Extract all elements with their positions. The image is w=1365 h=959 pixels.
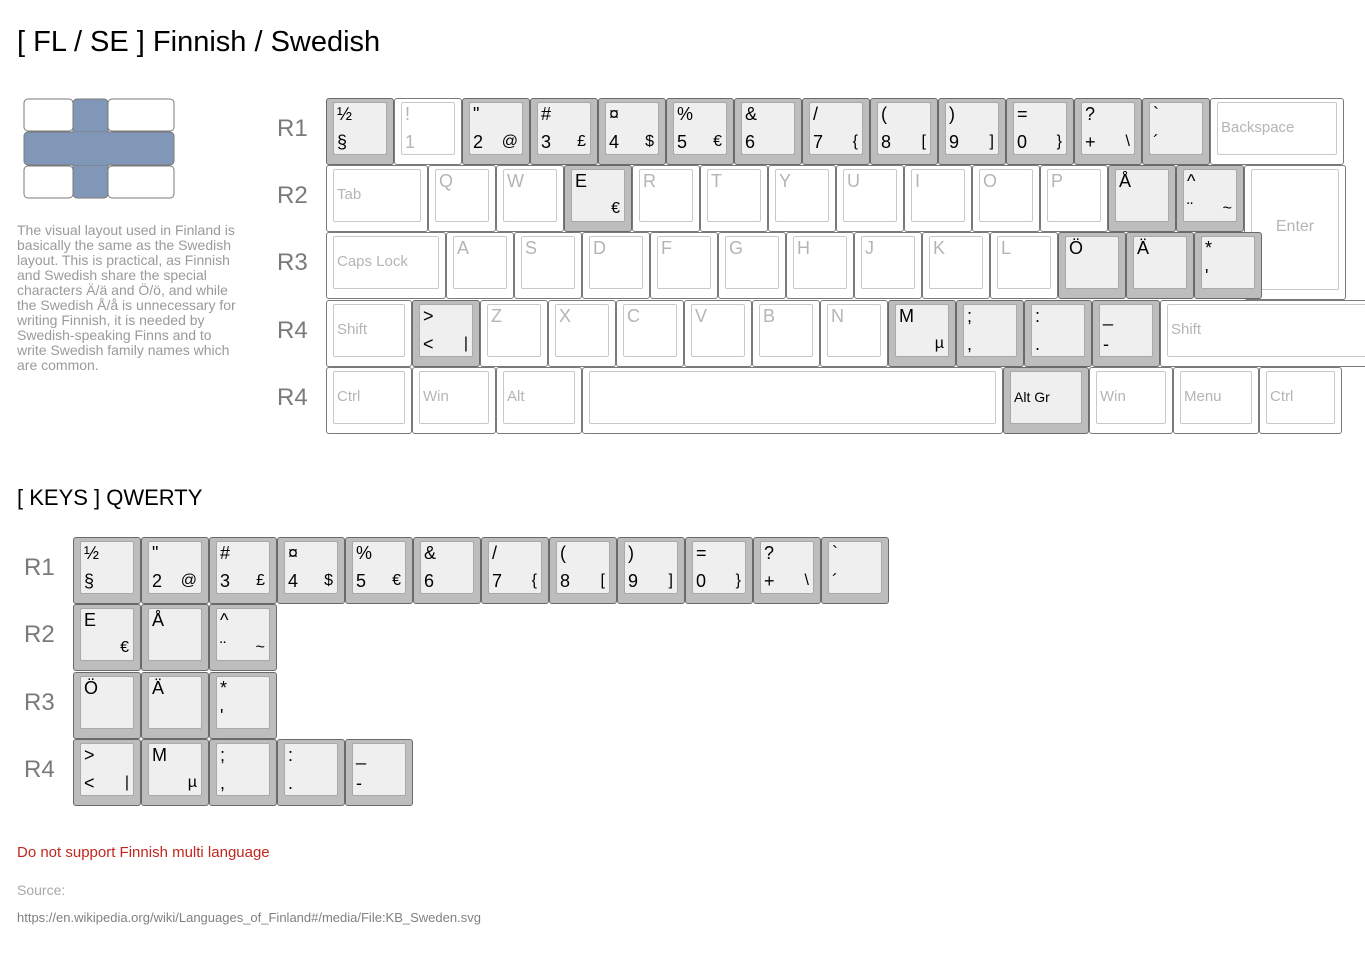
key-legend-bl: 5 <box>356 571 367 591</box>
key-legend-tl: # <box>541 104 552 124</box>
key[interactable] <box>650 232 718 299</box>
key-legend-bl: 4 <box>288 571 299 591</box>
key-legend-tl: W <box>507 171 524 191</box>
key[interactable] <box>888 300 956 367</box>
key[interactable] <box>734 98 802 165</box>
key-legend-tl: % <box>677 104 694 124</box>
source-link[interactable]: https://en.wikipedia.org/wiki/Languages_of_Finland#/media/File:KB_Sweden.svg <box>17 910 481 925</box>
key-legend-txt: Alt <box>507 388 525 405</box>
key[interactable] <box>277 739 345 806</box>
key[interactable] <box>582 367 1003 434</box>
key[interactable] <box>345 739 413 806</box>
key-legend-tl: ! <box>405 104 411 124</box>
key[interactable] <box>598 98 666 165</box>
key-legend-tl: T <box>711 171 722 191</box>
key-legend-tl: Ä <box>1137 238 1150 258</box>
key-legend-tl: F <box>661 238 672 258</box>
key[interactable] <box>209 672 277 739</box>
key-legend-br: µ <box>187 774 197 791</box>
key-legend-bl: + <box>764 571 775 591</box>
key[interactable] <box>753 537 821 604</box>
key[interactable] <box>685 537 753 604</box>
key[interactable] <box>582 232 650 299</box>
key[interactable] <box>73 672 141 739</box>
key[interactable] <box>904 165 972 232</box>
key-legend-txt: Ctrl <box>1270 388 1294 405</box>
key-legend-tl: ¤ <box>609 104 620 124</box>
key[interactable] <box>496 367 582 434</box>
key[interactable] <box>462 98 530 165</box>
key-legend-tl: ? <box>1085 104 1096 124</box>
key-legend-bl: ´ <box>1153 132 1159 152</box>
key-legend-br: £ <box>577 133 586 150</box>
key-legend-br: ~ <box>1222 200 1232 217</box>
key-legend-tl: & <box>424 543 437 563</box>
key[interactable] <box>821 537 889 604</box>
key-legend-br: $ <box>324 572 333 589</box>
key[interactable] <box>481 537 549 604</box>
key-legend-bl: ¨ <box>1187 199 1193 219</box>
key[interactable] <box>836 165 904 232</box>
key[interactable] <box>990 232 1058 299</box>
key-legend-bl: § <box>337 132 348 152</box>
key-legend-tl: ¤ <box>288 543 299 563</box>
key[interactable] <box>752 300 820 367</box>
key-legend-tl: / <box>492 543 498 563</box>
key-legend-bl: - <box>1103 334 1109 354</box>
key[interactable] <box>446 232 514 299</box>
key[interactable] <box>854 232 922 299</box>
key[interactable] <box>1194 232 1262 299</box>
key-legend-bl: 7 <box>492 571 503 591</box>
key[interactable] <box>141 604 209 671</box>
key-legend-tl: > <box>84 745 95 765</box>
source-label: Source: <box>17 882 66 898</box>
key-legend-bl: 7 <box>813 132 824 152</box>
key[interactable] <box>326 98 394 165</box>
key[interactable] <box>326 232 446 299</box>
key-legend-tl: ) <box>949 104 955 124</box>
key-legend-br: } <box>735 572 741 589</box>
key-legend-bl: 6 <box>745 132 756 152</box>
key-legend-tl: Y <box>779 171 792 191</box>
key-legend-txt: Shift <box>337 321 368 338</box>
key[interactable] <box>1160 300 1365 367</box>
key-legend-tl: Ö <box>84 678 99 698</box>
key[interactable] <box>1092 300 1160 367</box>
key[interactable] <box>277 537 345 604</box>
key[interactable] <box>530 98 598 165</box>
key-legend-tl: I <box>915 171 921 191</box>
key[interactable] <box>802 98 870 165</box>
key-legend-tl: D <box>593 238 606 258</box>
key-legend-bl: , <box>967 334 973 354</box>
key-legend-tl: * <box>1205 238 1213 258</box>
key-legend-tl: ; <box>967 306 973 326</box>
key-legend-tl: : <box>288 745 294 765</box>
key-legend-bl: , <box>220 773 226 793</box>
key[interactable] <box>548 300 616 367</box>
key-legend-bl: 8 <box>560 571 571 591</box>
key[interactable] <box>1089 367 1173 434</box>
key-legend-tl: ` <box>1153 104 1159 124</box>
key-legend-tl: Å <box>152 610 165 630</box>
key-legend-br: ~ <box>255 639 265 656</box>
key-legend-tl: E <box>575 171 588 191</box>
key[interactable] <box>1142 98 1210 165</box>
row-label: R1 <box>277 115 308 142</box>
key[interactable] <box>1024 300 1092 367</box>
key-legend-tl: ( <box>881 104 887 124</box>
key-legend-br: | <box>124 774 129 791</box>
key-legend-br: | <box>463 335 468 352</box>
key-legend-ent: Enter <box>1275 218 1315 235</box>
row-label: R4 <box>277 384 308 411</box>
key-legend-tl: > <box>423 306 434 326</box>
key-legend-bl: 9 <box>628 571 639 591</box>
key-legend-bl: 3 <box>541 132 552 152</box>
key[interactable] <box>209 739 277 806</box>
key-legend-tl: Q <box>439 171 454 191</box>
key[interactable] <box>326 165 428 232</box>
key-legend-tl: ½ <box>337 104 353 124</box>
key[interactable] <box>73 604 141 671</box>
key[interactable] <box>1210 98 1344 165</box>
key-legend-bl: . <box>1035 334 1041 354</box>
key[interactable] <box>1259 367 1342 434</box>
row-label: R3 <box>277 249 308 276</box>
key-legend-bl: 0 <box>696 571 707 591</box>
key[interactable] <box>1176 165 1244 232</box>
row-label: R2 <box>277 182 308 209</box>
key[interactable] <box>938 98 1006 165</box>
row-label: R1 <box>24 554 55 581</box>
page-title: [ FL / SE ] Finnish / Swedish <box>17 26 381 58</box>
key[interactable] <box>616 300 684 367</box>
key[interactable] <box>956 300 1024 367</box>
key-legend-br: € <box>120 639 129 656</box>
key-legend-tl: L <box>1001 238 1012 258</box>
key-legend-br: $ <box>645 133 654 150</box>
key-legend-txt: Alt Gr <box>1014 389 1050 405</box>
key-legend-tl: K <box>933 238 946 258</box>
key-legend-bl: 2 <box>152 571 163 591</box>
key-legend-bl: ´ <box>832 571 838 591</box>
key-legend-br: ] <box>989 133 994 150</box>
key-legend-tl: M <box>152 745 167 765</box>
keycap-face <box>589 371 996 424</box>
key-legend-tl: : <box>1035 306 1041 326</box>
key-legend-tl: Ä <box>152 678 165 698</box>
key-legend-tl: ? <box>764 543 775 563</box>
key-legend-tl: H <box>797 238 810 258</box>
key[interactable] <box>718 232 786 299</box>
row-label: R3 <box>24 689 55 716</box>
key-legend-bl: . <box>288 773 294 793</box>
key-legend-br: µ <box>934 335 944 352</box>
key[interactable] <box>480 300 548 367</box>
key-legend-bl: § <box>84 571 95 591</box>
row-label: R2 <box>24 621 55 648</box>
key-legend-txt: Shift <box>1171 321 1202 338</box>
key-legend-tl: ) <box>628 543 634 563</box>
key-legend-tl: X <box>559 306 572 326</box>
finland-flag-icon <box>23 98 175 199</box>
key-legend-txt: Win <box>423 388 449 405</box>
key-legend-txt: Caps Lock <box>337 253 408 270</box>
key-legend-br: { <box>531 572 537 589</box>
key[interactable] <box>412 300 480 367</box>
key-legend-tl: M <box>899 306 914 326</box>
key-legend-tl: A <box>457 238 470 258</box>
keys-section-title: [ KEYS ] QWERTY <box>17 485 203 510</box>
key-legend-tl: ` <box>832 543 838 563</box>
key[interactable] <box>345 537 413 604</box>
key-legend-bl: - <box>356 773 362 793</box>
key[interactable] <box>632 165 700 232</box>
key-legend-br: \ <box>804 572 809 589</box>
key-legend-tl: R <box>643 171 656 191</box>
key[interactable] <box>549 537 617 604</box>
key-legend-br: @ <box>180 572 197 589</box>
key[interactable] <box>141 739 209 806</box>
key-legend-tl: ^ <box>220 610 229 630</box>
key-legend-tl: Z <box>491 306 502 326</box>
key-legend-tl: P <box>1051 171 1064 191</box>
key-legend-tl: ^ <box>1187 171 1196 191</box>
key-legend-txt: Ctrl <box>337 388 361 405</box>
key-legend-tl: _ <box>1103 306 1114 326</box>
key-legend-tl: Å <box>1119 171 1132 191</box>
key-legend-tl: S <box>525 238 538 258</box>
key[interactable] <box>514 232 582 299</box>
key-legend-tl: V <box>695 306 708 326</box>
key-legend-br: £ <box>256 572 265 589</box>
key-legend-br: \ <box>1125 133 1130 150</box>
key-legend-tl: " <box>152 543 159 563</box>
key[interactable] <box>73 739 141 806</box>
key[interactable] <box>768 165 836 232</box>
key[interactable] <box>870 98 938 165</box>
key[interactable] <box>412 367 496 434</box>
key-legend-tl: C <box>627 306 640 326</box>
row-label: R4 <box>277 317 308 344</box>
key[interactable] <box>684 300 752 367</box>
key-legend-bl: 4 <box>609 132 620 152</box>
key-legend-tl: # <box>220 543 231 563</box>
key[interactable] <box>972 165 1040 232</box>
key-legend-txt: Backspace <box>1221 119 1295 136</box>
key-legend-tl: = <box>696 543 707 563</box>
key-legend-tl: ½ <box>84 543 100 563</box>
key[interactable] <box>326 367 412 434</box>
key-legend-tl: G <box>729 238 744 258</box>
key-legend-txt: Menu <box>1184 388 1222 405</box>
key[interactable] <box>922 232 990 299</box>
key[interactable] <box>1108 165 1176 232</box>
key-legend-tl: J <box>865 238 874 258</box>
key-legend-tl: ; <box>220 745 226 765</box>
key-legend-bl: 8 <box>881 132 892 152</box>
key-legend-tl: B <box>763 306 776 326</box>
key-legend-tl: / <box>813 104 819 124</box>
key[interactable] <box>141 672 209 739</box>
key-legend-tl: _ <box>356 745 367 765</box>
row-label: R4 <box>24 756 55 783</box>
key[interactable] <box>326 300 412 367</box>
key-legend-txt: Win <box>1100 388 1126 405</box>
layout-description: The visual layout used in Finland is basically the same as the Swedish layout. This is practical, as Finnish and Swedish share the special characters Ä/ä and Ö/ö, and while the Swedish Å/å is unnecessary for writing Finnish, it is needed by Swedish-speaking Finns and to write Swedish family names which are common. <box>17 222 236 373</box>
key[interactable] <box>496 165 564 232</box>
key-legend-bl: 3 <box>220 571 231 591</box>
key-legend-bl: ¨ <box>220 638 226 658</box>
key[interactable] <box>617 537 685 604</box>
key-legend-tl: U <box>847 171 860 191</box>
key-legend-br: [ <box>921 133 926 150</box>
key[interactable] <box>666 98 734 165</box>
key-legend-tl: % <box>356 543 373 563</box>
key-legend-bl: 1 <box>405 132 416 152</box>
key-legend-br: ] <box>668 572 673 589</box>
key-legend-tl: " <box>473 104 480 124</box>
key-legend-tl: * <box>220 678 228 698</box>
key-legend-br: € <box>392 572 401 589</box>
key-legend-tl: O <box>983 171 998 191</box>
key-legend-bl: 5 <box>677 132 688 152</box>
key[interactable] <box>1006 98 1074 165</box>
key-legend-bl: ' <box>220 706 224 726</box>
key[interactable] <box>428 165 496 232</box>
key[interactable] <box>141 537 209 604</box>
key-legend-bl: ' <box>1205 266 1209 286</box>
key[interactable] <box>820 300 888 367</box>
key-legend-bl: 0 <box>1017 132 1028 152</box>
key-legend-bl: < <box>84 773 95 793</box>
key-legend-tl: ( <box>560 543 566 563</box>
key-legend-br: [ <box>600 572 605 589</box>
key-legend-bl: < <box>423 334 434 354</box>
key-legend-br: € <box>611 200 620 217</box>
key-legend-txt: Tab <box>337 186 362 203</box>
key-legend-tl: N <box>831 306 844 326</box>
key-legend-br: @ <box>501 133 518 150</box>
key[interactable] <box>786 232 854 299</box>
key[interactable] <box>1058 232 1126 299</box>
key[interactable] <box>394 98 462 165</box>
key[interactable] <box>1173 367 1259 434</box>
key[interactable] <box>209 604 277 671</box>
key-legend-tl: E <box>84 610 97 630</box>
key[interactable] <box>1003 367 1089 434</box>
key-legend-bl: + <box>1085 132 1096 152</box>
key-legend-tl: = <box>1017 104 1028 124</box>
key[interactable] <box>209 537 277 604</box>
unsupported-note: Do not support Finnish multi language <box>17 844 270 861</box>
key[interactable] <box>73 537 141 604</box>
key-legend-tl: & <box>745 104 758 124</box>
key[interactable] <box>564 165 632 232</box>
key-legend-br: { <box>852 133 858 150</box>
key-legend-br: € <box>713 133 722 150</box>
key[interactable] <box>1040 165 1108 232</box>
key[interactable] <box>1126 232 1194 299</box>
key[interactable] <box>413 537 481 604</box>
key[interactable] <box>1074 98 1142 165</box>
key-legend-tl: Ö <box>1069 238 1084 258</box>
key-legend-bl: 2 <box>473 132 484 152</box>
key-legend-br: } <box>1056 133 1062 150</box>
key-legend-bl: 9 <box>949 132 960 152</box>
key[interactable] <box>700 165 768 232</box>
key-legend-bl: 6 <box>424 571 435 591</box>
